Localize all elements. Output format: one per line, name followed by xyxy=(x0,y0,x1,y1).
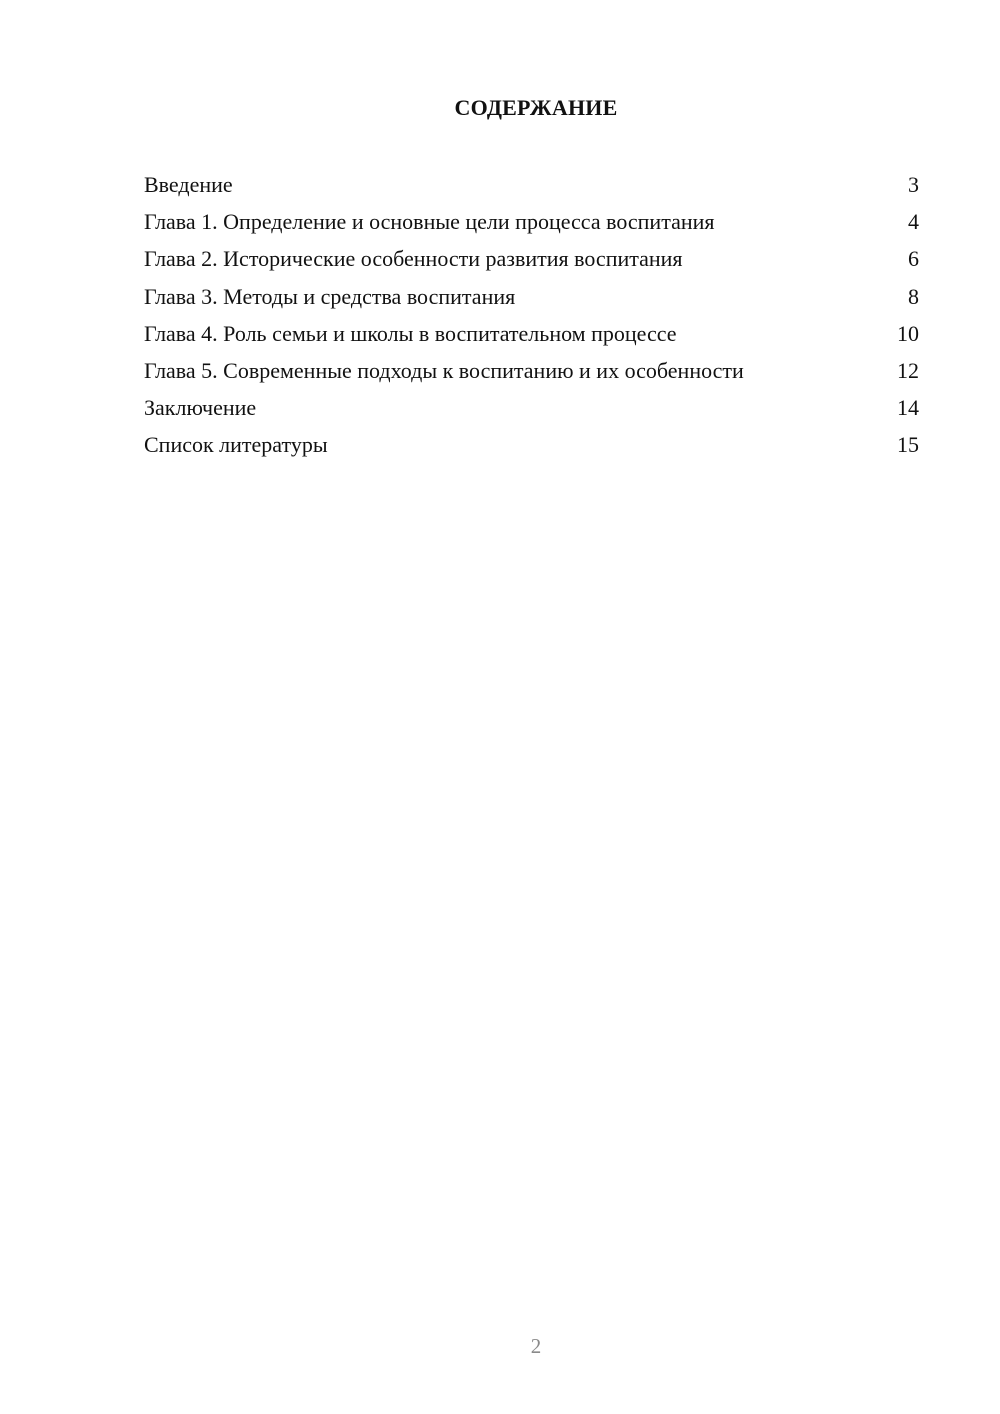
toc-entry-chapter-1 xyxy=(144,205,919,242)
page-title: СОДЕРЖАНИЕ xyxy=(454,95,618,120)
toc-entry-title: Список литературы xyxy=(144,432,328,458)
toc-entry-title: Глава 4. Роль семьи и школы в воспитательном процессе xyxy=(144,320,677,346)
toc-entry-page: 12 xyxy=(897,357,919,383)
toc-entry-chapter-5 xyxy=(144,354,919,391)
page-number: 2 xyxy=(530,1334,542,1358)
toc-entry-title: Глава 3. Методы и средства воспитания xyxy=(144,283,516,309)
toc-entry-introduction xyxy=(144,168,919,205)
toc-entry-page: 15 xyxy=(897,432,919,458)
toc-entry-page: 3 xyxy=(908,172,919,197)
toc-entry-title: Введение xyxy=(144,172,233,197)
toc-entry-title: Заключение xyxy=(144,395,257,421)
toc-entry-page: 10 xyxy=(897,320,919,346)
toc-entry-chapter-2 xyxy=(144,242,919,279)
toc-entry-page: 6 xyxy=(908,246,919,272)
toc-entry-page: 8 xyxy=(908,283,919,309)
toc-entry-conclusion xyxy=(144,391,919,428)
toc-entry-page: 4 xyxy=(908,209,919,235)
toc-entry-chapter-3 xyxy=(144,280,919,317)
toc-entry-title: Глава 1. Определение и основные цели процесса воспитания xyxy=(144,209,715,235)
table-of-contents xyxy=(144,168,919,466)
toc-entry-chapter-4 xyxy=(144,317,919,354)
toc-entry-references xyxy=(144,428,919,465)
toc-entry-page: 14 xyxy=(897,395,919,421)
toc-entry-title: Глава 2. Исторические особенности развития воспитания xyxy=(144,246,683,272)
toc-entry-title: Глава 5. Современные подходы к воспитанию и их особенности xyxy=(144,357,744,383)
